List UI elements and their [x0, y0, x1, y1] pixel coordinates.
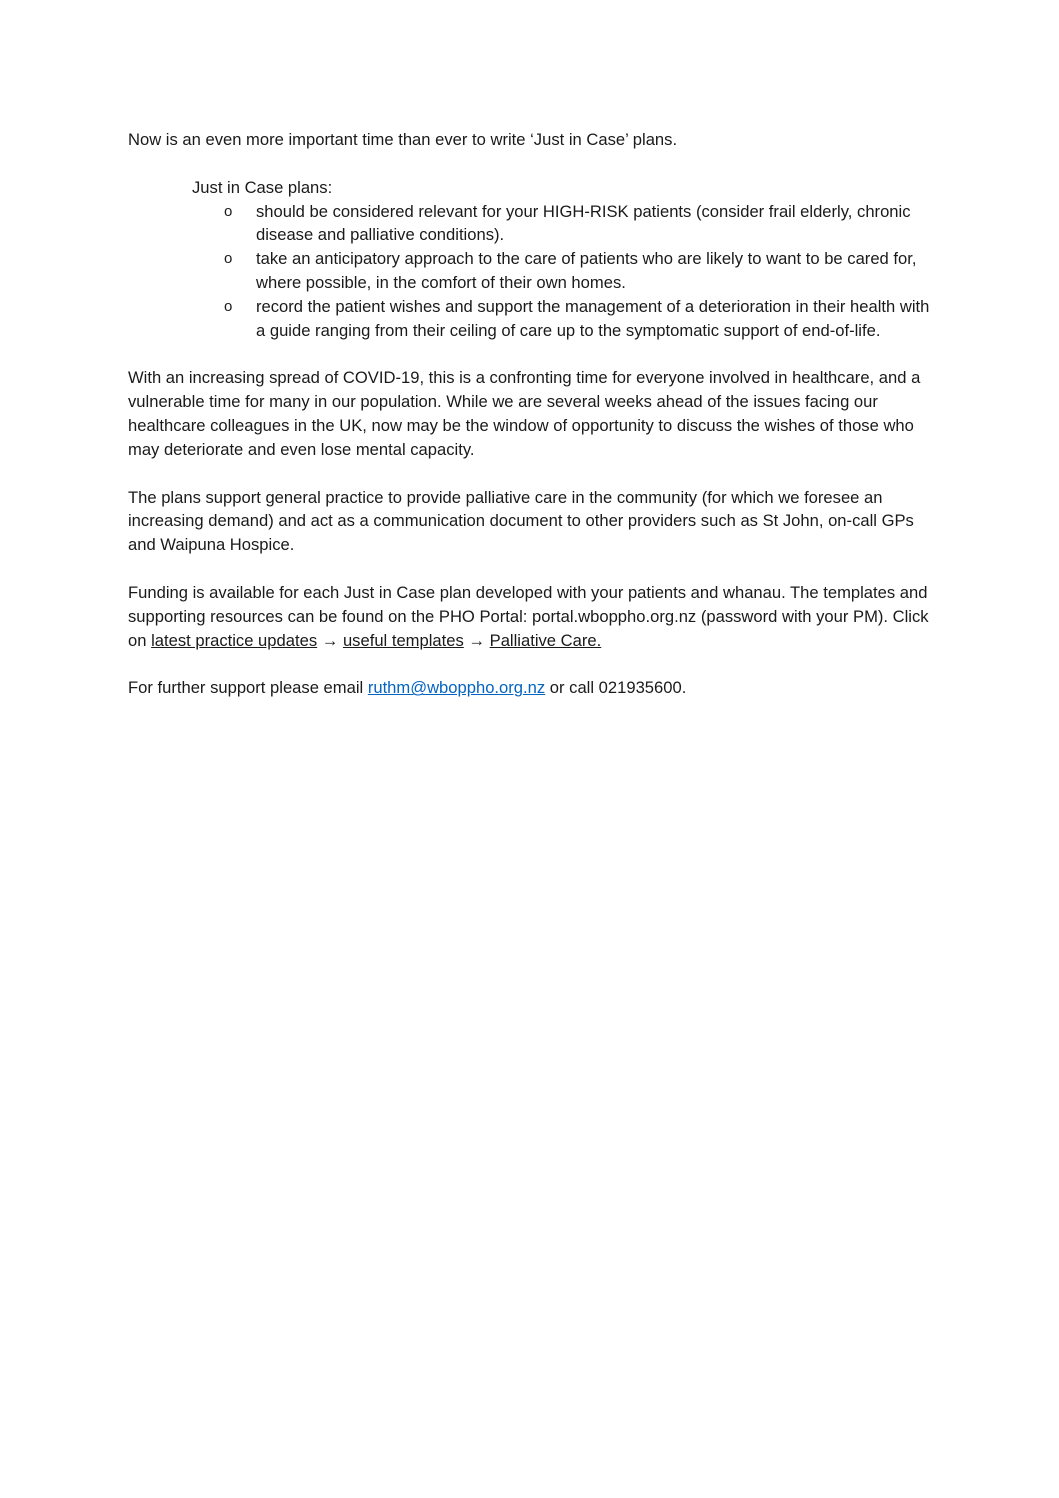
circle-bullet-icon: o — [224, 250, 233, 268]
support-suffix: or call 021935600. — [545, 678, 687, 698]
latest-practice-updates-link[interactable]: latest practice updates — [151, 630, 318, 650]
bullet-list — [192, 200, 938, 343]
plans-paragraph: The plans support general practice to provide palliative care in the community (for which we foresee an increasing demand) and act as a communication document to other providers such as St John, on-call GPs and Waipuna Hospice. — [128, 487, 914, 555]
support-paragraph — [128, 676, 938, 700]
support-prefix: For further support please email — [128, 678, 368, 698]
list-item-text: take an anticipatory approach to the care of patients who are likely to want to be cared for, where possible, in the comfort of their own homes. — [256, 249, 917, 292]
email-link[interactable]: ruthm@wboppho.org.nz — [367, 678, 546, 698]
list-item — [192, 295, 938, 343]
palliative-care-link[interactable]: Palliative Care. — [489, 630, 602, 650]
list-item — [192, 200, 938, 248]
arrow-icon: → — [463, 630, 490, 650]
intro-paragraph: Now is an even more important time than ever to write ‘Just in Case’ plans. — [128, 130, 678, 149]
funding-paragraph — [128, 581, 938, 652]
list-heading: Just in Case plans: — [192, 177, 333, 197]
click-on-text: Click on — [128, 606, 929, 650]
list-item-text: should be considered relevant for your HIGH-RISK patients (consider frail elderly, chronic disease and palliative conditions). — [256, 201, 911, 245]
useful-templates-link[interactable]: useful templates — [342, 630, 464, 650]
list-item-text: record the patient wishes and support the management of a deterioration in their health with a guide ranging from their ceiling of care up to the symptomatic support of end-of-life. — [256, 296, 930, 340]
list-item — [192, 247, 938, 295]
circle-bullet-icon: o — [224, 202, 233, 220]
arrow-icon: → — [317, 630, 343, 650]
document-page — [128, 128, 938, 724]
circle-bullet-icon: o — [224, 297, 233, 315]
covid-paragraph: With an increasing spread of COVID-19, this is a confronting time for everyone involved in healthcare, and a vulnerable time for many in our population. While we are several weeks ahead of the issues facing our healthcare colleagues in the UK, now may be the window of opportunity to discuss the wishes of those who may deteriorate and even lose mental capacity. — [128, 368, 921, 459]
just-in-case-list-block — [192, 176, 938, 343]
funding-text: Funding is available for each Just in Case plan developed with your patients and whanau. The templates and supporting resources can be found on the PHO Portal: portal.wboppho.org.nz (password with your PM). — [128, 582, 928, 626]
